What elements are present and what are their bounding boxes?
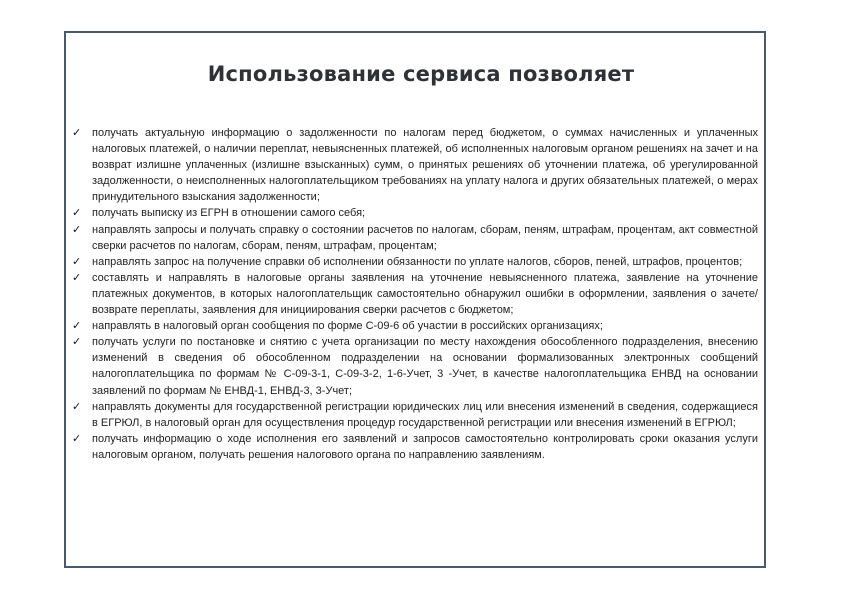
list-item-text: направлять в налоговый орган сообщения по форме С-09-6 об участии в российских организациях; <box>92 320 603 333</box>
list-item-text: направлять запросы и получать справку о состоянии расчетов по налогам, сборам, пеням, штрафам, процентам, акт совместной сверки расчетов по налогам, сборам, пеням, штрафам, процентам; <box>92 223 758 252</box>
list-item <box>72 318 758 334</box>
checkmark-icon: ✓ <box>72 320 82 333</box>
checkmark-icon: ✓ <box>72 336 82 349</box>
list-item-text: направлять запрос на получение справки об исполнении обязанности по уплате налогов, сборов, пеней, штрафов, процентов; <box>92 255 743 268</box>
list-item <box>72 431 758 463</box>
list-item <box>72 270 758 318</box>
list-item <box>72 125 758 205</box>
checkmark-icon: ✓ <box>72 127 82 139</box>
list-item-text: составлять и направлять в налоговые органы заявления на уточнение невыясненного платежа, заявление на уточнение платежных документов, в которых налогоплательщик самостоятельно обнаружил ошибки в оформлении, заявления о зачете/возврате переплаты, заявления для инициирования сверки расчетов с бюджетом; <box>92 271 758 317</box>
checkmark-icon: ✓ <box>72 255 82 268</box>
list-item-text: направлять документы для государственной регистрации юридических лиц или внесения изменений в сведения, содержащиеся в ЕГРЮЛ, в налоговый орган для осуществления процедур государственной регистрации или внесения изменений в ЕГРЮЛ; <box>92 400 758 429</box>
checkmark-icon: ✓ <box>72 207 82 220</box>
feature-list <box>72 125 758 463</box>
checkmark-icon: ✓ <box>72 271 82 284</box>
page-title: Использование сервиса позволяет <box>207 62 635 86</box>
list-item <box>72 254 758 270</box>
list-item <box>72 205 758 221</box>
list-item-text: получать актуальную информацию о задолженности по налогам перед бюджетом, о суммах начисленных и уплаченных налоговых платежей, о наличии переплат, невыясненных платежей, об исполненных налоговым органом решениях на зачет и на возврат излишне уплаченных (излишне взысканных) сумм, о принятых решениях об уточнении платежа, об урегулированной задолженности, о неисполненных налогоплательщиком требованиях на уплату налога и других обязательных платежей, о мерах принудительного взыскания задолженности; <box>92 127 758 204</box>
list-item <box>72 334 758 398</box>
list-item <box>72 222 758 254</box>
checkmark-icon: ✓ <box>72 223 82 236</box>
checkmark-icon: ✓ <box>72 400 82 413</box>
list-item <box>72 399 758 431</box>
list-item-text: получать информацию о ходе исполнения его заявлений и запросов самостоятельно контролировать сроки оказания услуги налоговым органом, получать решения налогового органа по направлению заявлениям. <box>92 432 758 461</box>
list-item-text: получать выписку из ЕГРН в отношении самого себя; <box>92 207 366 220</box>
checkmark-icon: ✓ <box>72 432 82 445</box>
list-item-text: получать услуги по постановке и снятию с учета организации по месту нахождения обособленного подразделения, внесению изменений в сведения об обособленном подразделении на основании формализованных электронных сообщений налогоплательщика по формам № С-09-3-1, С-09-3-2, 1-6-Учет, 3 -Учет, в качестве налогоплательщика ЕНВД на основании заявлений по формам № ЕНВД-1, ЕНВД-3, 3-Учет; <box>92 336 758 397</box>
